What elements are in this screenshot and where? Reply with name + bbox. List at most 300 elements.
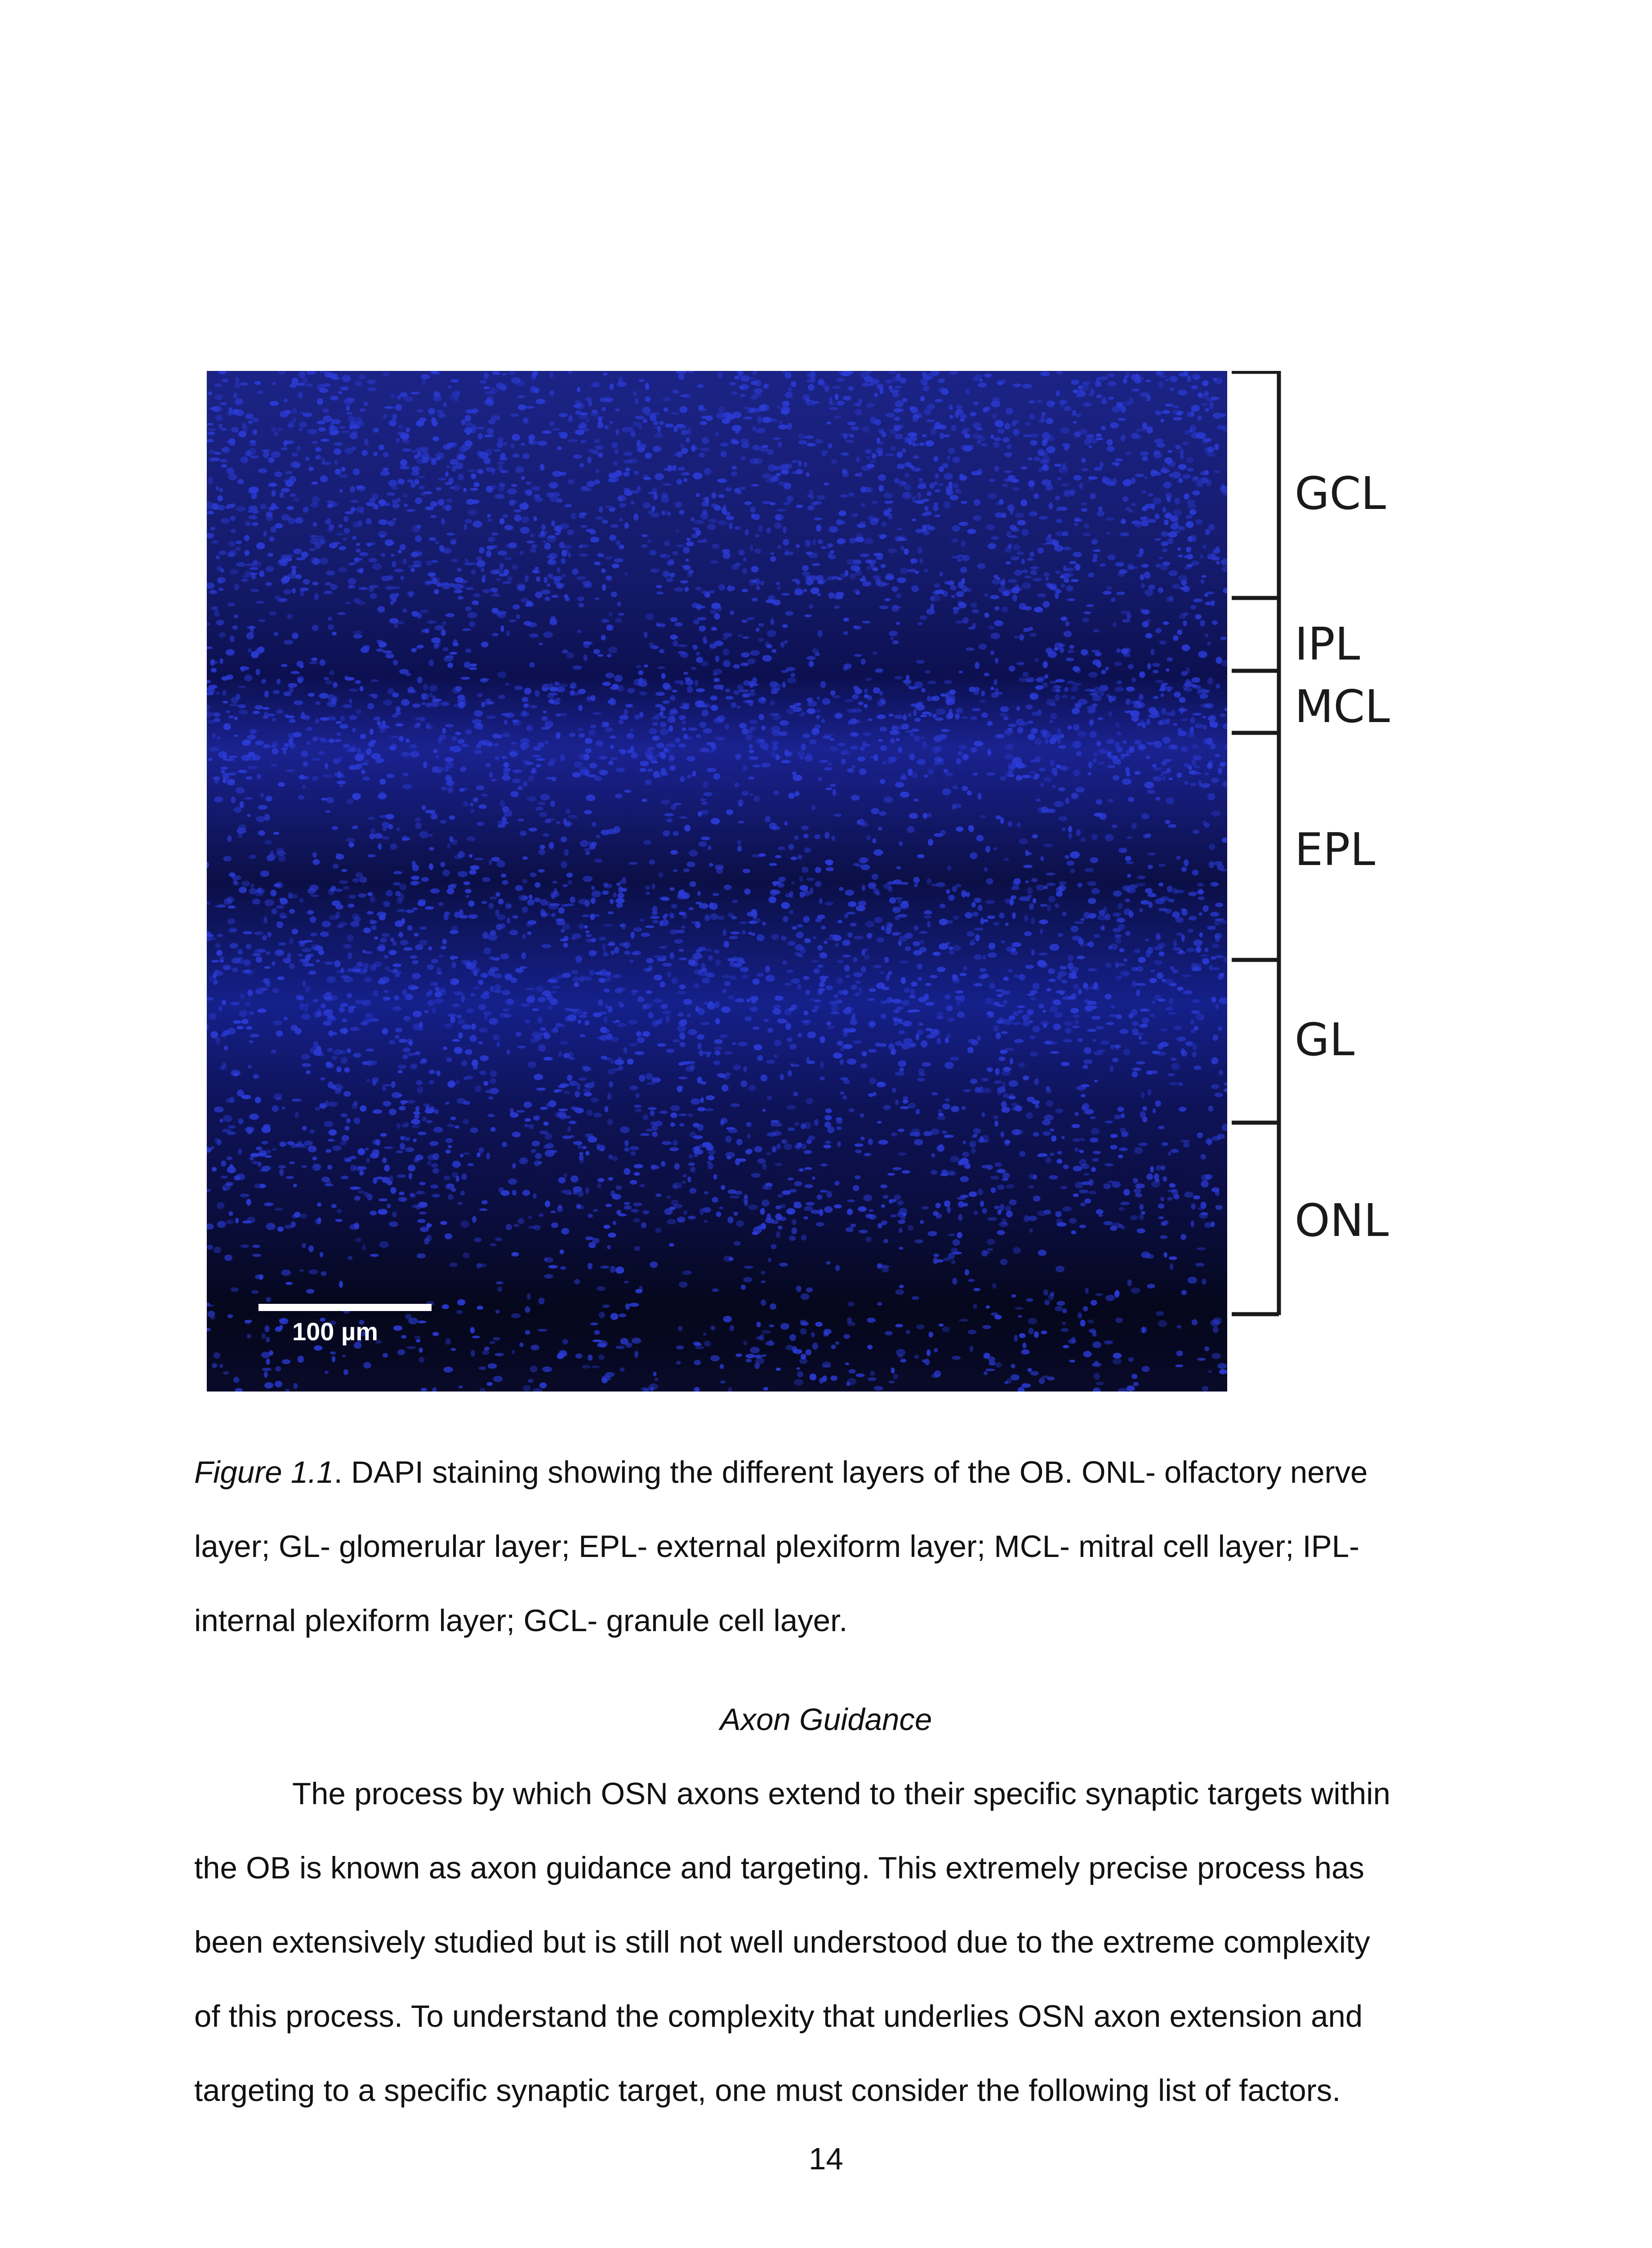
nucleus-speck xyxy=(1024,931,1032,936)
nucleus-speck xyxy=(1112,756,1119,759)
nucleus-speck xyxy=(1022,384,1032,388)
nucleus-speck xyxy=(960,567,967,573)
nucleus-speck xyxy=(400,459,407,466)
nucleus-speck xyxy=(731,702,736,708)
nucleus-speck xyxy=(984,673,989,676)
nucleus-speck xyxy=(1116,937,1122,943)
nucleus-speck xyxy=(517,585,525,592)
nucleus-speck xyxy=(769,822,777,829)
nucleus-speck xyxy=(831,1011,840,1014)
nucleus-speck xyxy=(796,580,800,584)
nucleus-speck xyxy=(997,381,1003,385)
nucleus-speck xyxy=(592,914,600,917)
nucleus-speck xyxy=(235,377,239,384)
nucleus-speck xyxy=(535,807,543,811)
nucleus-speck xyxy=(1002,437,1010,442)
nucleus-speck xyxy=(627,733,634,739)
nucleus-speck xyxy=(1104,994,1112,999)
nucleus-speck xyxy=(358,893,366,897)
nucleus-speck xyxy=(708,846,711,851)
nucleus-speck xyxy=(595,972,603,975)
nucleus-speck xyxy=(935,489,940,492)
nucleus-speck xyxy=(787,678,796,683)
nucleus-speck xyxy=(525,988,535,990)
nucleus-speck xyxy=(1096,511,1104,517)
nucleus-speck xyxy=(700,748,710,753)
nucleus-speck xyxy=(347,798,354,804)
nucleus-speck xyxy=(1115,458,1123,461)
nucleus-speck xyxy=(748,691,756,696)
nucleus-speck xyxy=(334,460,338,465)
nucleus-speck xyxy=(483,947,491,955)
nucleus-speck xyxy=(703,781,709,788)
nucleus-speck xyxy=(934,422,941,428)
nucleus-speck xyxy=(668,465,672,472)
nucleus-speck xyxy=(687,428,691,435)
nucleus-speck xyxy=(941,729,949,732)
nucleus-speck xyxy=(905,473,910,478)
nucleus-speck xyxy=(1185,1041,1193,1046)
nucleus-speck xyxy=(1098,506,1102,512)
nucleus-speck xyxy=(1120,532,1129,536)
nucleus-speck xyxy=(602,891,609,895)
nucleus-speck xyxy=(479,547,485,554)
nucleus-speck xyxy=(903,680,912,684)
nucleus-speck xyxy=(917,702,923,705)
nucleus-speck xyxy=(603,951,607,955)
nucleus-speck xyxy=(990,651,994,655)
nucleus-speck xyxy=(220,959,224,963)
nucleus-speck xyxy=(567,1014,577,1021)
nucleus-speck xyxy=(209,450,215,454)
nucleus-speck xyxy=(884,797,893,803)
nucleus-speck xyxy=(1056,891,1063,897)
nucleus-speck xyxy=(1051,713,1057,719)
nucleus-speck xyxy=(312,496,320,504)
nucleus-speck xyxy=(334,442,343,446)
nucleus-speck xyxy=(461,995,465,1002)
nucleus-speck xyxy=(254,949,263,955)
nucleus-speck xyxy=(1064,567,1074,571)
nucleus-speck xyxy=(473,482,480,487)
nucleus-speck xyxy=(396,909,405,912)
nucleus-speck xyxy=(556,732,561,739)
nucleus-speck xyxy=(1070,1008,1079,1013)
nucleus-speck xyxy=(646,892,650,895)
nucleus-speck xyxy=(704,914,710,921)
nucleus-speck xyxy=(585,738,592,744)
nucleus-speck xyxy=(439,545,445,552)
nucleus-speck xyxy=(678,467,685,471)
nucleus-speck xyxy=(224,898,232,905)
nucleus-speck xyxy=(833,789,836,796)
nucleus-speck xyxy=(1189,429,1193,433)
nucleus-speck xyxy=(646,613,654,620)
nucleus-speck xyxy=(561,837,567,843)
nucleus-speck xyxy=(525,703,530,708)
nucleus-speck xyxy=(802,733,810,738)
nucleus-speck xyxy=(536,758,545,761)
nucleus-speck xyxy=(268,483,277,487)
nucleus-speck xyxy=(1201,403,1207,406)
nucleus-speck xyxy=(670,573,675,578)
nucleus-speck xyxy=(727,586,735,591)
nucleus-speck xyxy=(687,1013,691,1017)
nucleus-speck xyxy=(642,1031,646,1036)
nucleus-speck xyxy=(289,938,294,945)
nucleus-speck xyxy=(477,693,483,697)
nucleus-speck xyxy=(413,1011,422,1017)
nucleus-speck xyxy=(1073,724,1080,731)
nucleus-speck xyxy=(610,524,619,528)
nucleus-speck xyxy=(909,995,916,999)
nucleus-speck xyxy=(643,502,651,508)
nucleus-speck xyxy=(502,775,510,781)
nucleus-speck xyxy=(996,1020,1004,1024)
nucleus-speck xyxy=(1185,515,1193,519)
nucleus-speck xyxy=(887,997,893,1003)
nucleus-speck xyxy=(222,379,229,382)
nucleus-speck xyxy=(1058,787,1065,792)
nucleus-speck xyxy=(598,453,603,458)
nucleus-speck xyxy=(1105,834,1114,841)
nucleus-speck xyxy=(1034,738,1042,745)
nucleus-speck xyxy=(1050,720,1054,723)
nucleus-speck xyxy=(740,456,745,460)
nucleus-speck xyxy=(1093,549,1101,552)
nucleus-speck xyxy=(1155,680,1163,682)
nucleus-speck xyxy=(1081,918,1085,921)
nucleus-speck xyxy=(919,558,924,564)
nucleus-speck xyxy=(477,427,485,429)
nucleus-speck xyxy=(252,754,261,761)
nucleus-speck xyxy=(556,687,565,692)
nucleus-speck xyxy=(616,767,625,772)
nucleus-speck xyxy=(670,634,677,640)
nucleus-speck xyxy=(522,856,528,860)
nucleus-speck xyxy=(827,543,832,548)
nucleus-speck xyxy=(855,992,859,997)
nucleus-speck xyxy=(784,821,788,826)
nucleus-speck xyxy=(753,796,760,802)
nucleus-speck xyxy=(319,751,325,755)
nucleus-speck xyxy=(221,1034,226,1037)
nucleus-speck xyxy=(796,504,803,508)
nucleus-speck xyxy=(538,1017,543,1024)
nucleus-speck xyxy=(961,578,965,584)
nucleus-speck xyxy=(429,693,433,697)
nucleus-speck xyxy=(227,1028,236,1035)
nucleus-speck xyxy=(931,696,935,701)
nucleus-speck xyxy=(249,1040,253,1044)
nucleus-speck xyxy=(687,571,693,578)
nucleus-speck xyxy=(1053,772,1058,776)
nucleus-speck xyxy=(263,935,267,941)
nucleus-speck xyxy=(817,964,824,968)
nucleus-speck xyxy=(551,520,555,526)
nucleus-speck xyxy=(936,1037,941,1044)
nucleus-speck xyxy=(673,426,678,433)
nucleus-speck xyxy=(1059,466,1068,473)
nucleus-speck xyxy=(1131,715,1139,722)
nucleus-speck xyxy=(1086,434,1094,439)
nucleus-speck xyxy=(987,721,993,726)
nucleus-speck xyxy=(394,569,403,572)
nucleus-speck xyxy=(1029,771,1036,774)
nucleus-speck xyxy=(507,918,511,923)
nucleus-speck xyxy=(949,415,953,419)
nucleus-speck xyxy=(693,473,703,480)
nucleus-speck xyxy=(734,375,740,379)
nucleus-speck xyxy=(605,727,613,732)
nucleus-speck xyxy=(402,784,412,789)
nucleus-speck xyxy=(421,453,430,459)
nucleus-speck xyxy=(609,473,619,478)
nucleus-speck xyxy=(367,892,373,896)
nucleus-speck xyxy=(726,516,735,520)
nucleus-speck xyxy=(245,450,252,456)
nucleus-speck xyxy=(974,983,983,986)
nucleus-speck xyxy=(292,633,298,639)
nucleus-speck xyxy=(958,522,968,526)
nucleus-speck xyxy=(1170,966,1175,970)
nucleus-speck xyxy=(814,1005,819,1009)
nucleus-speck xyxy=(1029,552,1034,557)
nucleus-speck xyxy=(1011,422,1016,427)
nucleus-speck xyxy=(572,772,581,778)
nucleus-speck xyxy=(609,535,616,541)
nucleus-speck xyxy=(777,883,784,888)
nucleus-speck xyxy=(517,395,525,398)
nucleus-speck xyxy=(338,426,346,429)
nucleus-speck xyxy=(1058,933,1063,937)
nucleus-speck xyxy=(981,713,988,718)
nucleus-speck xyxy=(798,460,802,467)
nucleus-speck xyxy=(610,736,616,739)
nucleus-speck xyxy=(1107,446,1115,452)
nucleus-speck xyxy=(515,885,523,891)
nucleus-speck xyxy=(855,571,862,575)
nucleus-speck xyxy=(401,575,404,580)
nucleus-speck xyxy=(399,884,407,890)
nucleus-speck xyxy=(679,984,686,989)
nucleus-speck xyxy=(1169,998,1173,1004)
nucleus-speck xyxy=(578,705,583,711)
nucleus-speck xyxy=(439,735,446,740)
nucleus-speck xyxy=(1172,405,1180,408)
nucleus-speck xyxy=(1118,903,1123,909)
nucleus-speck xyxy=(1197,415,1202,421)
nucleus-speck xyxy=(901,773,907,779)
nucleus-speck xyxy=(948,895,955,901)
nucleus-speck xyxy=(550,371,553,378)
nucleus-speck xyxy=(363,645,370,650)
nucleus-speck xyxy=(1061,584,1065,588)
nucleus-speck xyxy=(1088,572,1094,578)
nucleus-speck xyxy=(1058,971,1067,977)
nucleus-speck xyxy=(1178,575,1188,581)
nucleus-speck xyxy=(749,458,759,464)
nucleus-speck xyxy=(569,733,576,737)
nucleus-speck xyxy=(697,617,706,620)
nucleus-speck xyxy=(942,463,948,468)
nucleus-speck xyxy=(696,651,700,656)
nucleus-speck xyxy=(603,924,613,927)
nucleus-speck xyxy=(267,932,272,937)
nucleus-speck xyxy=(347,935,354,942)
nucleus-speck xyxy=(1142,506,1147,511)
nucleus-speck xyxy=(481,794,488,796)
nucleus-speck xyxy=(452,687,460,694)
nucleus-speck xyxy=(985,998,994,1004)
nucleus-speck xyxy=(653,421,658,425)
nucleus-speck xyxy=(426,703,432,707)
nucleus-speck xyxy=(222,447,230,453)
nucleus-speck xyxy=(354,825,358,829)
nucleus-speck xyxy=(1007,821,1013,827)
nucleus-speck xyxy=(843,617,849,621)
nucleus-speck xyxy=(312,999,319,1003)
nucleus-speck xyxy=(740,663,749,666)
nucleus-speck xyxy=(1122,496,1128,502)
nucleus-speck xyxy=(547,584,550,587)
nucleus-speck xyxy=(1026,852,1032,856)
nucleus-speck xyxy=(582,580,592,585)
nucleus-speck xyxy=(560,939,568,941)
nucleus-speck xyxy=(1088,941,1094,947)
nucleus-speck xyxy=(696,688,705,692)
nucleus-speck xyxy=(1078,699,1088,705)
nucleus-speck xyxy=(798,434,806,440)
nucleus-speck xyxy=(1131,389,1140,392)
nucleus-speck xyxy=(805,575,810,580)
nucleus-speck xyxy=(908,686,917,690)
nucleus-speck xyxy=(570,686,574,689)
nucleus-speck xyxy=(826,576,836,580)
nucleus-speck xyxy=(776,514,781,521)
nucleus-speck xyxy=(668,758,674,762)
nucleus-speck xyxy=(504,557,512,560)
nucleus-speck xyxy=(332,826,338,830)
nucleus-speck xyxy=(608,700,613,704)
nucleus-speck xyxy=(348,689,358,692)
nucleus-speck xyxy=(1012,880,1020,888)
nucleus-speck xyxy=(1046,808,1055,813)
nucleus-speck xyxy=(256,669,260,675)
nucleus-speck xyxy=(1005,923,1009,926)
nucleus-speck xyxy=(312,522,317,527)
nucleus-speck xyxy=(334,772,344,777)
nucleus-speck xyxy=(596,740,604,746)
nucleus-speck xyxy=(1116,963,1125,966)
nucleus-speck xyxy=(370,964,377,971)
nucleus-speck xyxy=(215,943,221,948)
nucleus-speck xyxy=(343,944,352,948)
nucleus-speck xyxy=(442,939,447,945)
nucleus-speck xyxy=(1207,793,1216,800)
nucleus-speck xyxy=(548,482,558,488)
nucleus-speck xyxy=(1037,807,1045,813)
nucleus-speck xyxy=(1025,880,1029,883)
nucleus-speck xyxy=(1118,573,1124,577)
nucleus-speck xyxy=(1058,884,1066,891)
nucleus-speck xyxy=(996,422,1004,427)
nucleus-speck xyxy=(592,712,601,715)
nucleus-speck xyxy=(1170,515,1179,522)
nucleus-speck xyxy=(961,585,967,593)
nucleus-speck xyxy=(837,577,842,580)
nucleus-speck xyxy=(378,606,385,613)
nucleus-speck xyxy=(689,850,698,856)
nucleus-speck xyxy=(404,504,408,507)
nucleus-speck xyxy=(515,686,523,690)
nucleus-speck xyxy=(471,473,476,479)
nucleus-speck xyxy=(395,974,400,977)
nucleus-speck xyxy=(687,775,692,779)
nucleus-speck xyxy=(521,443,525,446)
nucleus-speck xyxy=(917,759,926,765)
nucleus-speck xyxy=(420,927,427,930)
nucleus-speck xyxy=(872,500,878,504)
nucleus-speck xyxy=(301,552,308,558)
nucleus-speck xyxy=(716,413,725,419)
nucleus-speck xyxy=(804,462,807,467)
nucleus-speck xyxy=(522,697,529,702)
nucleus-speck xyxy=(872,874,878,880)
nucleus-speck xyxy=(1087,710,1095,714)
nucleus-speck xyxy=(418,899,426,902)
nucleus-speck xyxy=(211,712,221,716)
nucleus-speck xyxy=(618,377,623,384)
nucleus-speck xyxy=(267,855,275,861)
nucleus-speck xyxy=(1042,601,1050,608)
nucleus-speck xyxy=(393,518,396,521)
nucleus-speck xyxy=(988,952,997,958)
nucleus-speck xyxy=(894,417,900,421)
nucleus-speck xyxy=(403,494,408,498)
nucleus-speck xyxy=(1198,897,1205,900)
nucleus-speck xyxy=(467,962,471,966)
nucleus-speck xyxy=(990,595,999,599)
nucleus-speck xyxy=(1064,1021,1073,1026)
nucleus-speck xyxy=(1202,393,1209,399)
nucleus-speck xyxy=(1156,371,1164,376)
nucleus-speck xyxy=(1205,823,1210,828)
nucleus-speck xyxy=(1093,554,1098,559)
nucleus-speck xyxy=(474,857,484,860)
nucleus-speck xyxy=(353,468,360,475)
nucleus-speck xyxy=(1212,943,1219,948)
nucleus-speck xyxy=(373,452,378,456)
nucleus-speck xyxy=(697,384,704,388)
nucleus-speck xyxy=(891,605,899,612)
nucleus-speck xyxy=(602,584,606,591)
nucleus-speck xyxy=(704,792,713,796)
nucleus-speck xyxy=(1144,589,1153,596)
nucleus-speck xyxy=(491,415,500,420)
nucleus-speck xyxy=(914,883,918,888)
nucleus-speck xyxy=(606,624,613,631)
nucleus-speck xyxy=(1139,694,1144,700)
nucleus-speck xyxy=(738,799,744,807)
nucleus-speck xyxy=(697,948,703,952)
nucleus-speck xyxy=(564,821,572,827)
nucleus-speck xyxy=(859,578,866,582)
nucleus-speck xyxy=(258,805,268,809)
nucleus-speck xyxy=(1062,695,1068,699)
nucleus-speck xyxy=(1074,1020,1079,1025)
nucleus-speck xyxy=(809,661,814,667)
